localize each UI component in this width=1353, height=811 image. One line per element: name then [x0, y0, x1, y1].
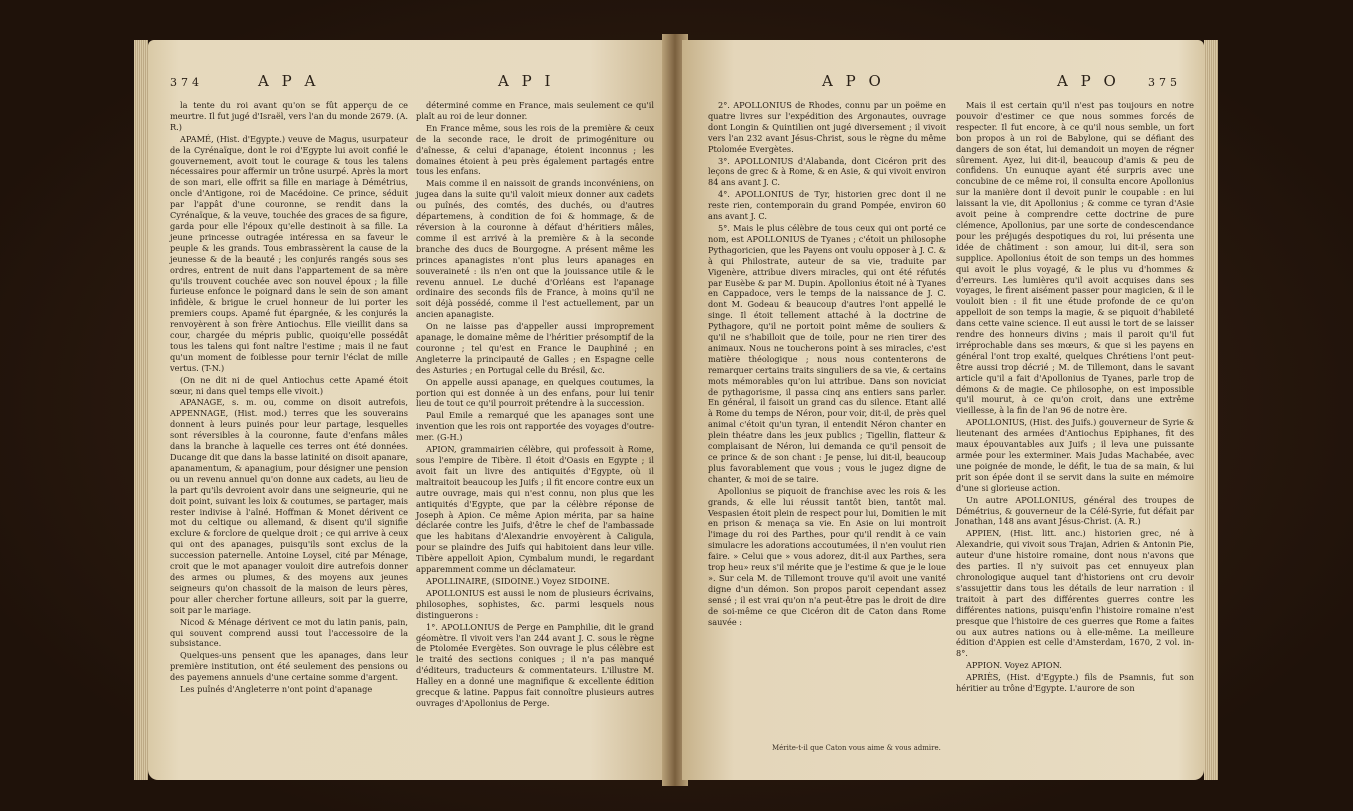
paragraph: APOLLINAIRE, (SIDOINE.) Voyez SIDOINE.: [426, 575, 610, 586]
paragraph: Apollonius se piquoit de franchise avec les rois & les grands, & elle lui réussit tantôt bien, tantôt mal. Vespasien étoit plein de respect pour lui, Domitien le mit en prison & menaça sa vie. En Asie on lui montroit l'image du roi des Parthes, pour qu'il rendit à ce vain simulacre les adorations accoutumées, il n'en voulut rien faire. » Celui que » vous adorez, dit-il aux Parthes, sera trop heu» reux s'il mérite que je l'estime & que je le loue ». Sur cela M. de Tillemont trouve qu'il avoit une vanité digne d'un démon. Son propos paroit cependant assez sensé ; il est vrai qu'on n'a peut-être pas le droit de dire de soi-même ce que Cicéron dit de Caton dans Rome sauvée :: [708, 485, 946, 627]
left-page: [148, 40, 668, 780]
paragraph: Paul Emile a remarqué que les apanages sont une invention que les rois ont rapportée des voyages d'outre-mer. (G-H.): [416, 410, 654, 443]
left-column-2: [416, 100, 654, 710]
paragraph: (On ne dit ni de quel Antiochus cette Apamé étoit sœur, ni dans quel temps elle vivoit.): [170, 374, 408, 396]
paragraph: On appelle aussi apanage, en quelques coutumes, la portion qui est donnée à un des enfans, pour lui tenir lieu de tout ce qu'il pourroit prétendre à la succession.: [416, 376, 654, 409]
right-head-apo-2: A P O: [1057, 72, 1120, 90]
paragraph: la tente du roi avant qu'on se fût apperçu de ce meurtre. Il fut jugé d'Israël, vers l'an du monde 2679. (A. R.): [170, 100, 408, 132]
paragraph: APRIÈS, (Hist. d'Egypte.) fils de Psamnis, fut son héritier au trône d'Egypte. L'aurore de son: [956, 672, 1194, 694]
paragraph: APANAGE, s. m. ou, comme on disoit autrefois, APPENNAGE, (Hist. mod.) terres que les souverains donnent à leurs puinés pour leur partage, lesquelles sont réversibles à la couronne, faute d'enfans mâles dans la branche à laquelle ces terres ont été données. Ducange dit que dans la basse latinité on disoit apanare, apanamentum, & apanagium, pour désigner une pension ou un revenu annuel qu'on donne aux cadets, au lieu de la part qu'ils devroient avoir dans une seigneurie, qui ne doit point, suivant les loix & coutumes, se partager, mais rester indivise à l'aîné. Hoffman & Monet dérivent ce mot du celtique ou allemand, & disent qu'il signifie exclure & forclore de quelque droit ; ce qui arrive à ceux qui ont des apanages, puisqu'ils sont exclus de la succession paternelle. Antoine Loysel, cité par Ménage, croit que le mot apanager vouloit dire autrefois donner des armes ou plumes, & des moyens aux jeunes seigneurs qu'on chassoit de la maison de leurs pères, pour aller chercher fortune ailleurs, soit par la guerre, soit par le mariage.: [170, 397, 408, 615]
page-edges-right: [1204, 40, 1218, 780]
paragraph: En France même, sous les rois de la première & ceux de la seconde race, le droit de primogéniture ou d'aînesse, & celui d'apanage, étoient inconnus ; les domaines étoient à peu près également partagés entre tous les enfans.: [416, 122, 654, 177]
paragraph: 3°. APOLLONIUS d'Alabanda, dont Cicéron prit des leçons de grec & à Rome, & en Asie, & qui vivoit environ 84 ans avant J. C.: [708, 155, 946, 188]
left-page-number: 374: [170, 76, 203, 89]
left-running-head: [148, 72, 668, 94]
right-page: [682, 40, 1204, 780]
paragraph: APOLLONIUS est aussi le nom de plusieurs écrivains, philosophes, sophistes, &c. parmi lesquels nous distinguerons :: [416, 587, 654, 620]
right-page-number: 375: [1148, 76, 1181, 89]
paragraph: déterminé comme en France, mais seulement ce qu'il plaît au roi de leur donner.: [416, 100, 654, 121]
right-column-2: [956, 100, 1194, 695]
right-column-1: [708, 100, 946, 629]
paragraph: APPION. Voyez APION.: [966, 660, 1062, 671]
paragraph: On ne laisse pas d'appeller aussi improprement apanage, le domaine même de l'héritier présomptif de la couronne ; tel qu'est en France le Dauphiné ; en Angleterre la principauté de Galles ; en Espagne celle des Asturies ; en Portugal celle du Brésil, &c.: [416, 321, 654, 375]
paragraph: APPIEN, (Hist. litt. anc.) historien grec, né à Alexandrie, qui vivoit sous Trajan, Adrien & Antonin Pie, auteur d'une histoire romaine, dont nous n'avons que des parties. Il n'y suivoit pas cet ennuyeux plan chronologique auquel tant d'historiens ont cru devoir s'assujettir dans tous les détails de leur narration : il traitoit à part des différentes guerres contre les différentes nations, puisqu'enfin l'histoire romaine n'est presque que l'histoire de ces guerres que Rome a faites ou aux autres nations ou à elle-même. La meilleure édition d'Appien est celle d'Amsterdam, 1670, 2 vol. in-8°.: [956, 528, 1194, 659]
left-head-api: A P I: [498, 72, 555, 90]
verse-quote: Mérite-t-il que Caton vous aime & vous admire.: [772, 744, 941, 752]
paragraph: Nicod & Ménage dérivent ce mot du latin panis, pain, qui souvent comprend aussi tout l'accessoire de la subsistance.: [170, 616, 408, 649]
paragraph: 1°. APOLLONIUS de Perge en Pamphilie, dit le grand géomètre. Il vivoit vers l'an 244 avant J. C. sous le règne de Ptolomée Evergètes. Son ouvrage le plus célèbre est le traité des sections coniques ; il n'a pas manqué d'éditeurs, traducteurs & commentateurs. L'illustre M. Halley en a donné une magnifique & excellente édition grecque & latine. Pappus fait connoître plusieurs autres ouvrages d'Apollonius de Perge.: [416, 621, 654, 708]
right-running-head: [682, 72, 1204, 94]
paragraph: 2°. APOLLONIUS de Rhodes, connu par un poëme en quatre livres sur l'expédition des Argonautes, ouvrage dont Longin & Quintilien ont jugé diversement ; il vivoit vers l'an 232 avant Jésus-Christ, sous le règne du même Ptolomée Evergètes.: [708, 100, 946, 154]
paragraph: 5°. Mais le plus célèbre de tous ceux qui ont porté ce nom, est APOLLONIUS de Tyanes ; c'étoit un philosophe Pythagoricien, que les Payens ont voulu opposer à J. C. & à qui Philostrate, auteur de sa vie, traduite par Vigenère, attribue divers miracles, qui ont été réfutés par Eusèbe & par M. Dupin. Apollonius étoit né à Tyanes en Cappadoce, vers le temps de la naissance de J. C. dont M. Godeau & beaucoup d'autres l'ont appellé le singe. Il étoit tellement attaché à la doctrine de Pythagore, qu'il ne portoit point même de souliers & qu'il ne s'habilloit que de toile, pour ne rien tirer des animaux. Nous ne toucherons point à ses miracles, c'est matière théologique ; nous nous contenterons de remarquer certains traits singuliers de sa vie, & certains mots mémorables qu'on lui attribue. Dans son noviciat de pythagorisme, il passa cinq ans entiers sans parler. En général, il faisoit un grand cas du silence. Etant allé à Rome du temps de Néron, pour voir, dit-il, de près quel animal c'étoit qu'un tyran, il entendit Néron chanter en plein théatre dans les jeux publics ; Tigellin, flatteur & complaisant de Néron, lui demanda ce qu'il pensoit de ce prince & de son chant : Je pense, lui dit-il, beaucoup plus favorablement que vous ; vous le jugez digne de chanter, & moi de se taire.: [708, 222, 946, 484]
paragraph: APAMÉ, (Hist. d'Egypte.) veuve de Magus, usurpateur de la Cyrénaïque, dont le roi d'Egypte lui avoit confié le gouvernement, avoit tout le courage & tous les talens nécessaires pour affermir un trône usurpé. Après la mort de son mari, elle offrit sa fille en mariage à Démétrius, oncle d'Antigone, roi de Macédoine. Ce prince, séduit par l'appât d'une couronne, se rendit dans la Cyrénaïque, & la veuve, touchée des graces de sa figure, garda pour elle l'époux qu'elle destinoit à sa fille. La jeune princesse outragée intéressa en sa faveur le peuple & les grands. Tous embrassèrent la cause de la jeunesse & de la beauté ; les conjurés rangés sous ses ordres, entrent de nuit dans l'appartement de sa mère qu'ils trouvent couchée avec son nouvel époux ; la fille furieuse enfonce le poignard dans le sein de son amant infidèle, & brigue le cruel honneur de lui porter les premiers coups. Apamé fut épargnée, & les conjurés la renvoyèrent à son frère Antiochus. Elle vieillit dans sa cour, chargée du mépris public, quoiqu'elle possédât tous les talens qui font naître l'estime ; mais il ne faut qu'un moment de foiblesse pour ternir l'éclat de mille vertus. (T-N.): [170, 133, 409, 373]
paragraph: 4°. APOLLONIUS de Tyr, historien grec dont il ne reste rien, contemporain du grand Pompée, environ 60 ans avant J. C.: [708, 189, 946, 222]
paragraph: Mais comme il en naissoit de grands inconvéniens, on jugea dans la suite qu'il valoit mieux donner aux cadets ou puînés, des comtés, des duchés, ou d'autres départemens, à condition de foi & hommage, & de réversion à la couronne à défaut d'héritiers mâles, comme il est arrivé à la première & à la seconde branche des ducs de Bourgogne. A présent même les princes apanagistes n'ont plus leurs apanages en souveraineté : ils n'en ont que la jouissance utile & le revenu annuel. Le duché d'Orléans est l'apanage ordinaire des seconds fils de France, à moins qu'il ne soit déjà possédé, comme il l'est actuellement, par un ancien apanagiste.: [416, 178, 654, 320]
left-column-1: [170, 100, 408, 696]
paragraph: Un autre APOLLONIUS, général des troupes de Démétrius, & gouverneur de la Célé-Syrie, fut défait par Jonathan, 148 ans avant Jésus-Christ. (A. R.): [956, 494, 1194, 527]
paragraph: Les puînés d'Angleterre n'ont point d'apanage: [180, 684, 373, 695]
paragraph: APOLLONIUS, (Hist. des Juifs.) gouverneur de Syrie & lieutenant des armées d'Antiochus Epiphanes, fit des maux épouvantables aux Juifs ; il leva une puissante armée pour les exterminer. Mais Judas Machabée, avec une poignée de monde, le défit, le tua de sa main, & lui prit son épée dont il se servit dans la suite en mémoire d'une si glorieuse action.: [956, 417, 1194, 493]
left-head-apa: A P A: [258, 72, 320, 90]
paragraph: Mais il est certain qu'il n'est pas toujours en notre pouvoir d'estimer ce que nous sommes forcés de respecter. Il fut encore, à ce qu'il nous semble, un fort bon propos à un roi de Babylone, qui se défiant des dangers de son état, lui demandoit un moyen de régner sûrement. Ayez, lui dit-il, beaucoup d'amis & peu de confidens. Un eunuque ayant été surpris avec une concubine de ce même roi, il consulta encore Apollonius sur la manière dont il devoit punir le coupable : en lui laissant la vie, dit Apollonius ; & comme ce tyran d'Asie avoit peine à comprendre cette doctrine de pure clémence, Apollonius, par une sorte de condescendance pour les préjugés despotiques du roi, lui présenta une idée de châtiment : son amour, lui dit-il, sera son supplice. Apollonius étoit de son temps un des hommes qui avoit le plus voyagé, & le plus vu d'hommes & d'erreurs. Les lumières qu'il avoit acquises dans ses voyages, le firent aisément passer pour magicien, & il le vouloit bien : il fit une étude profonde de ce qu'on appelloit de son temps la magie, & se piquoit d'habileté dans cette vaine science. Il eut aussi le tort de se laisser rendre des honneurs divins ; mais il paroit qu'il fut irréprochable dans ses mœurs, & que si les payens en général l'ont trop exalté, quelques Chrétiens l'ont peut-être aussi trop décrié ; M. de Tillemont, dans le savant article qu'il a fait d'Apollonius de Tyanes, parle trop de démons & de magie. Ce philosophe, on est impossible qu'il mourut, à ce qu'on croit, dans une extrême vieillesse, à la fin de l'an 96 de notre ère.: [956, 100, 1194, 416]
page-edges-left: [134, 40, 148, 780]
paragraph: Quelques-uns pensent que les apanages, dans leur première institution, ont été seulement des pensions ou des payemens annuels d'une certaine somme d'argent.: [170, 650, 408, 683]
right-head-apo-1: A P O: [822, 72, 885, 90]
paragraph: APION, grammairien célèbre, qui professoit à Rome, sous l'empire de Tibère. Il étoit d'Oasis en Egypte ; il avoit fait un livre des antiquités d'Egypte, où il maltraitoit beaucoup les Juifs ; il fit encore contre eux un autre ouvrage, mais qui n'est connu, non plus que les antiquités d'Egypte, que par la célèbre réponse de Joseph à Apion. Ce même Apion mérita, par sa haine déclarée contre les Juifs, d'être le chef de l'ambassade que les habitans d'Alexandrie envoyèrent à Caligula, pour se plaindre des Juifs qui habitoient dans leur ville. Tibère appelloit Apion, Cymbalum mundi, le regardant apparemment comme un déclamateur.: [416, 444, 654, 575]
